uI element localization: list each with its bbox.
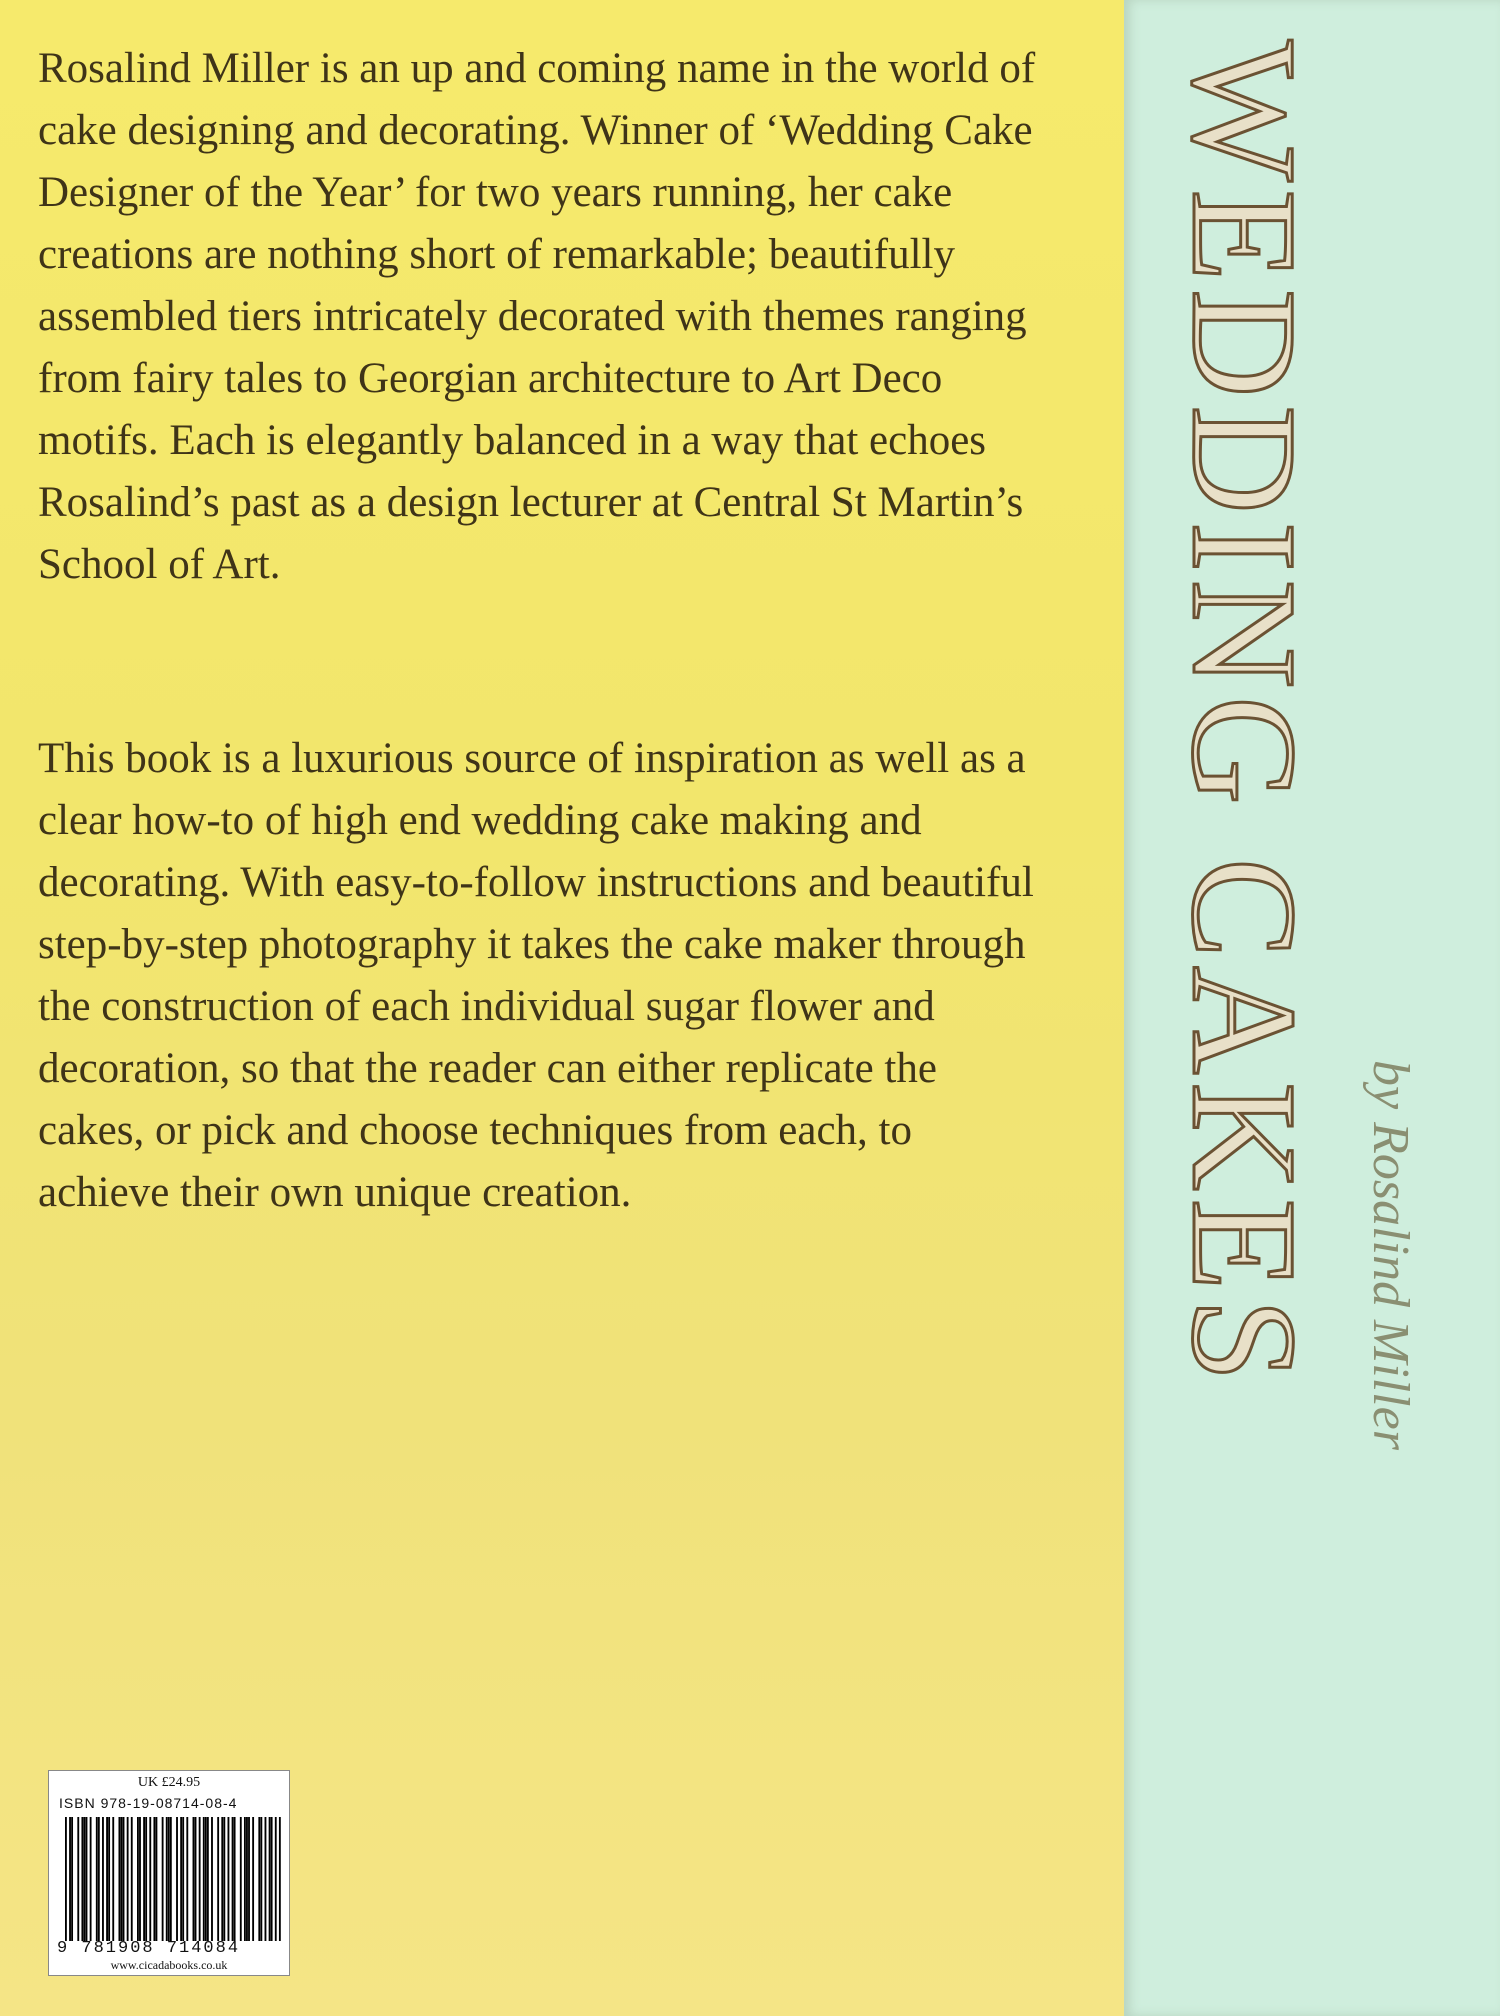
barcode-bar <box>199 1817 201 1941</box>
barcode-bar <box>275 1817 277 1941</box>
spine-author: by Rosalind Miller <box>1362 1060 1419 1450</box>
barcode-bar <box>108 1817 110 1941</box>
publisher-website: www.cicadabooks.co.uk <box>110 1958 228 1972</box>
barcode-bar <box>168 1817 170 1941</box>
barcode-bar <box>176 1817 178 1941</box>
barcode-bar <box>180 1817 182 1941</box>
barcode-bar <box>240 1817 242 1941</box>
spine-title: WEDDING CAKES <box>1161 40 1327 1390</box>
barcode-bar <box>170 1817 172 1941</box>
barcode-bar <box>246 1817 248 1941</box>
barcode-label <box>48 1770 290 1976</box>
isbn-label: ISBN 978-19-08714-08-4 <box>59 1795 238 1811</box>
barcode-image <box>65 1817 281 1941</box>
barcode-bar <box>123 1817 125 1941</box>
barcode-bar <box>112 1817 114 1941</box>
barcode-bar <box>244 1817 246 1941</box>
barcode-bar <box>260 1817 262 1941</box>
barcode-bar <box>223 1817 225 1941</box>
barcode-bar <box>86 1817 88 1941</box>
blurb-paragraph-1: Rosalind Miller is an up and coming name in the world of cake designing and decorating. Winner of ‘Wedding Cake Designer of the Year’ for two years running, her cake creations are nothing short of remarkable; beautifully assembled tiers intricately decorated with themes ranging from fairy tales to Georgian architecture to Art Deco motifs. Each is elegantly balanced in a way that echoes Rosalind’s past as a design lecturer at Central St Martin’s School of Art. <box>38 45 1036 588</box>
barcode-bar <box>271 1817 273 1941</box>
barcode-bar <box>228 1817 230 1941</box>
barcode-bar <box>211 1817 213 1941</box>
barcode-bar <box>65 1817 67 1941</box>
barcode-bar <box>232 1817 234 1941</box>
barcode-bar <box>137 1817 139 1941</box>
spine-text <box>1124 0 1500 2016</box>
barcode-bar <box>162 1817 164 1941</box>
barcode-bar <box>195 1817 197 1941</box>
barcode-bar <box>217 1817 219 1941</box>
barcode-bar <box>69 1817 71 1941</box>
barcode-bar <box>118 1817 120 1941</box>
barcode-bar <box>193 1817 195 1941</box>
barcode-bar <box>156 1817 158 1941</box>
barcode-bar <box>153 1817 155 1941</box>
barcode-bar <box>139 1817 141 1941</box>
barcode-bar <box>90 1817 92 1941</box>
barcode-bar <box>203 1817 205 1941</box>
barcode-bar <box>145 1817 147 1941</box>
barcode-bar <box>265 1817 267 1941</box>
price-label: UK £24.95 <box>137 1775 201 1790</box>
barcode-bar <box>98 1817 100 1941</box>
barcode-bar <box>121 1817 123 1941</box>
barcode-bar <box>269 1817 271 1941</box>
barcode-bar <box>81 1817 83 1941</box>
barcode-bar <box>186 1817 188 1941</box>
barcode-bar <box>221 1817 223 1941</box>
barcode-bar <box>166 1817 168 1941</box>
barcode-bar <box>279 1817 281 1941</box>
barcode-bar <box>207 1817 209 1941</box>
barcode-bar <box>131 1817 133 1941</box>
barcode-bar <box>182 1817 184 1941</box>
barcode-bar <box>234 1817 236 1941</box>
barcode-bar <box>71 1817 73 1941</box>
barcode-digits: 9 781908 714084 <box>57 1939 241 1958</box>
barcode-bar <box>149 1817 151 1941</box>
barcode-bar <box>102 1817 104 1941</box>
barcode-bar <box>96 1817 98 1941</box>
barcode-bar <box>252 1817 254 1941</box>
barcode-bar <box>84 1817 86 1941</box>
barcode-bar <box>143 1817 145 1941</box>
barcode-bar <box>127 1817 129 1941</box>
barcode-bar <box>248 1817 250 1941</box>
barcode-bar <box>77 1817 79 1941</box>
barcode-bar <box>258 1817 260 1941</box>
blurb-paragraph-2: This book is a luxurious source of inspiration as well as a clear how-to of high end wedding cake making and decorating. With easy-to-follow instructions and beautiful step-by-step photography it takes the cake maker through the construction of each individual sugar flower and decoration, so that the reader can either replicate the cakes, or pick and choose techniques from each, to achieve their own unique creation. <box>38 735 1034 1216</box>
barcode-bar <box>106 1817 108 1941</box>
barcode-bar <box>205 1817 207 1941</box>
